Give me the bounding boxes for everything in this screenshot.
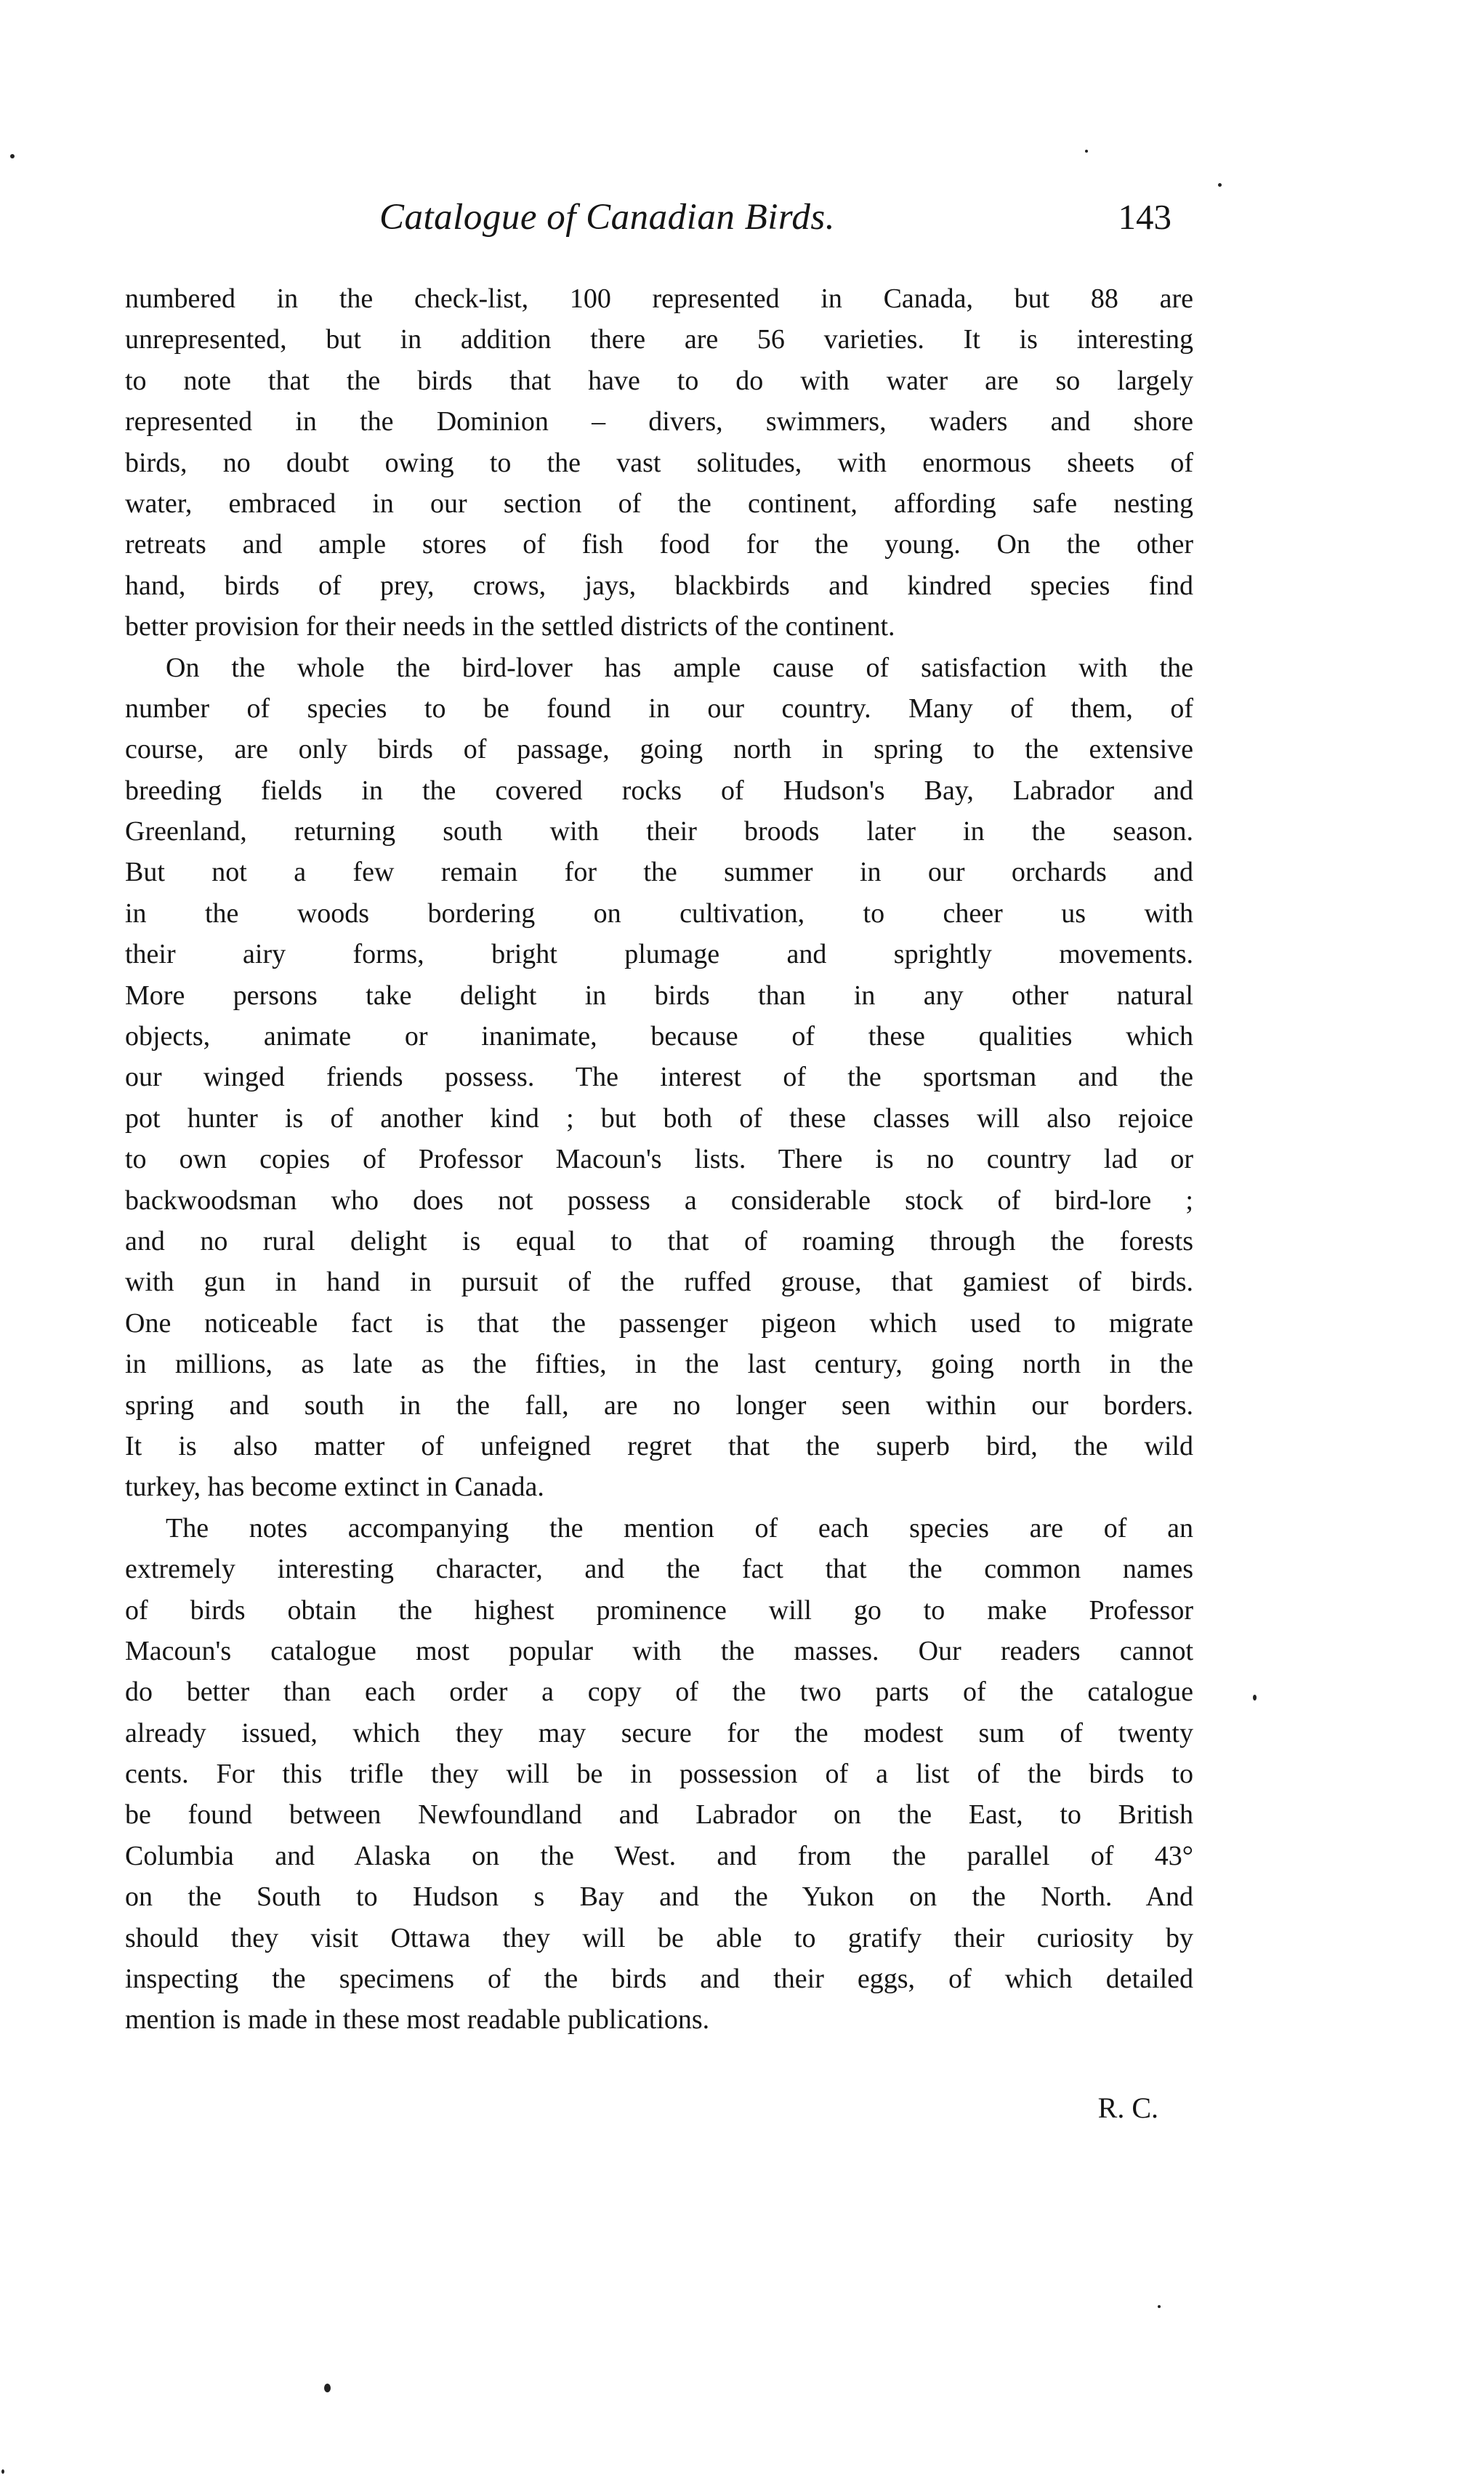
text-line: breeding fields in the covered rocks of Hudson's Bay, Labrador and (125, 775, 1193, 806)
text-line: in the woods bordering on cultivation, to cheer us with (125, 897, 1193, 929)
scan-speck (1085, 150, 1088, 153)
text-line: It is also matter of unfeigned regret that the superb bird, the wild (125, 1430, 1193, 1461)
text-line: The notes accompanying the mention of each species are of an (166, 1512, 1193, 1544)
text-line: hand, birds of prey, crows, jays, blackbirds and kindred species find (125, 570, 1193, 601)
article-body (125, 278, 1193, 2041)
text-line: One noticeable fact is that the passenger pigeon which used to migrate (125, 1307, 1193, 1339)
text-line: our winged friends possess. The interest of the sportsman and the (125, 1062, 1193, 1093)
text-line: retreats and ample stores of fish food for the young. On the other (125, 529, 1193, 560)
text-line: numbered in the check-list, 100 represented in Canada, but 88 are (125, 283, 1193, 314)
scan-speck (1, 2469, 4, 2474)
scan-speck (10, 154, 15, 158)
page-number: 143 (1118, 197, 1172, 237)
scan-speck (324, 2384, 331, 2392)
text-line: Greenland, returning south with their broods later in the season. (125, 816, 1193, 847)
scan-speck (1253, 1695, 1257, 1701)
text-line: in millions, as late as the fifties, in the last century, going north in the (125, 1349, 1193, 1380)
text-line: to note that the birds that have to do with water are so largely (125, 365, 1193, 396)
text-line: on the South to Hudson s Bay and the Yukon on the North. And (125, 1881, 1193, 1913)
text-line: spring and south in the fall, are no longer seen within our borders. (125, 1389, 1193, 1421)
text-line: be found between Newfoundland and Labrador on the East, to British (125, 1799, 1193, 1831)
text-line: birds, no doubt owing to the vast solitudes, with enormous sheets of (125, 447, 1193, 478)
text-line: water, embraced in our section of the continent, affording safe nesting (125, 488, 1193, 519)
page-header (125, 195, 1193, 253)
text-line: unrepresented, but in addition there are 56 varieties. It is interesting (125, 324, 1193, 355)
text-line: But not a few remain for the summer in our orchards and (125, 857, 1193, 888)
paragraph-1 (125, 278, 1193, 648)
text-line: mention is made in these most readable publications. (125, 2004, 710, 2036)
text-line: should they visit Ottawa they will be able to gratify their curiosity by (125, 1922, 1193, 1953)
scan-speck (1218, 183, 1222, 187)
text-line: number of species to be found in our country. Many of them, of (125, 693, 1193, 724)
text-line: Columbia and Alaska on the West. and from the parallel of 43° (125, 1840, 1193, 1871)
text-line: backwoodsman who does not possess a considerable stock of bird-lore ; (125, 1185, 1193, 1216)
paragraph-2 (125, 648, 1193, 1508)
text-line: extremely interesting character, and the fact that the common names (125, 1554, 1193, 1585)
text-line: objects, animate or inanimate, because of these qualities which (125, 1021, 1193, 1052)
text-line: better provision for their needs in the settled districts of the continent. (125, 611, 895, 642)
text-line: pot hunter is of another kind ; but both of these classes will also rejoice (125, 1102, 1193, 1134)
text-line: of birds obtain the highest prominence will go to make Professor (125, 1594, 1193, 1626)
running-title: Catalogue of Canadian Birds. (379, 197, 835, 238)
text-line: represented in the Dominion – divers, swimmers, waders and shore (125, 406, 1193, 437)
paragraph-3 (125, 1508, 1193, 2041)
text-line: On the whole the bird-lover has ample cause of satisfaction with the (166, 652, 1193, 683)
text-line: course, are only birds of passage, going north in spring to the extensive (125, 734, 1193, 765)
text-line: More persons take delight in birds than in any other natural (125, 980, 1193, 1011)
text-line: and no rural delight is equal to that of roaming through the forests (125, 1225, 1193, 1256)
text-line: turkey, has become extinct in Canada. (125, 1472, 544, 1503)
text-line: with gun in hand in pursuit of the ruffed grouse, that gamiest of birds. (125, 1267, 1193, 1298)
author-signature: R. C. (1097, 2091, 1158, 2124)
text-line: inspecting the specimens of the birds and their eggs, of which detailed (125, 1964, 1193, 1995)
text-line: Macoun's catalogue most popular with the masses. Our readers cannot (125, 1635, 1193, 1666)
text-line: already issued, which they may secure for the modest sum of twenty (125, 1717, 1193, 1748)
text-line: to own copies of Professor Macoun's lists. There is no country lad or (125, 1144, 1193, 1175)
document-page (125, 0, 1193, 2481)
text-line: their airy forms, bright plumage and sprightly movements. (125, 939, 1193, 970)
scan-speck (1158, 2305, 1161, 2308)
text-line: cents. For this trifle they will be in possession of a list of the birds to (125, 1759, 1193, 1790)
text-line: do better than each order a copy of the two parts of the catalogue (125, 1677, 1193, 1708)
